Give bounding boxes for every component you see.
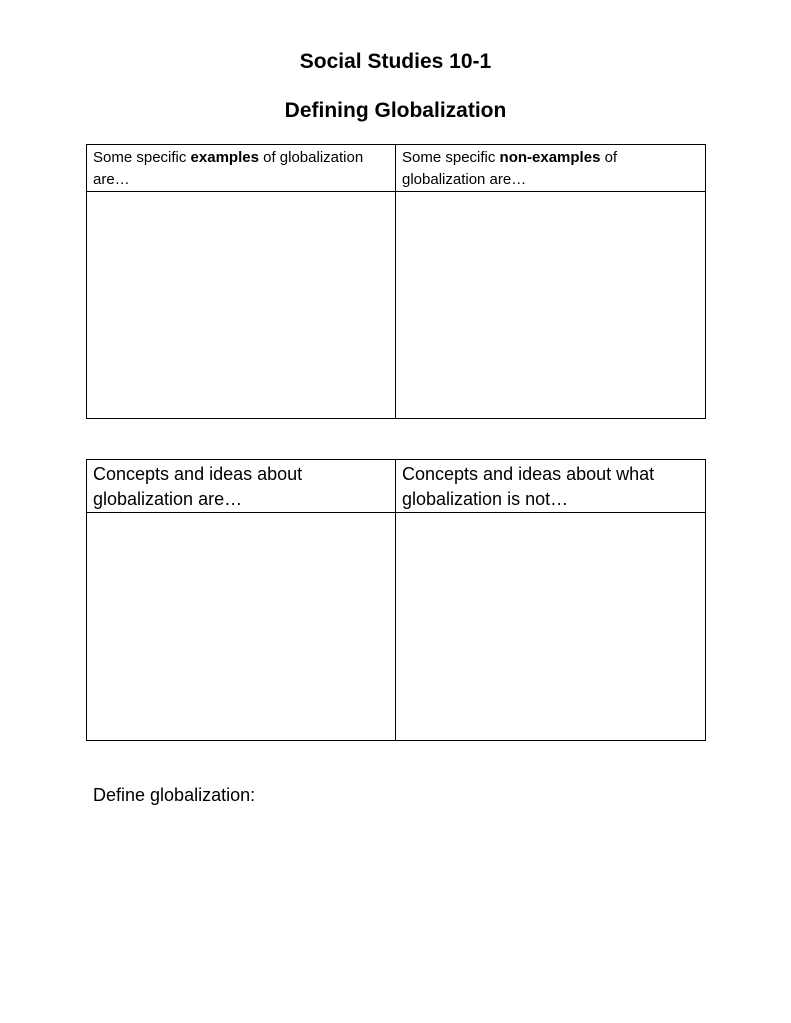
course-title: Social Studies 10-1 [299, 50, 492, 73]
non-examples-header-emphasis: non-examples [499, 149, 601, 166]
worksheet-title: Defining Globalization [284, 99, 507, 122]
concepts-header-cell: Concepts and ideas about globalization are… [87, 460, 396, 513]
concepts-answer-cell[interactable] [87, 513, 396, 741]
examples-table [86, 144, 706, 419]
non-examples-header-text-after: of globalization are… [402, 149, 618, 188]
examples-header-emphasis: examples [190, 149, 259, 166]
define-globalization-prompt: Define globalization: [93, 785, 256, 805]
concepts-table [86, 459, 706, 741]
non-concepts-answer-cell[interactable] [396, 513, 706, 741]
concepts-table-header-row [87, 460, 706, 513]
examples-header-text-before: Some specific [93, 149, 191, 166]
examples-header-cell [87, 145, 396, 192]
non-examples-header-cell [396, 145, 706, 192]
non-concepts-header-cell: Concepts and ideas about what globalization is not… [396, 460, 706, 513]
examples-table-header-row [87, 145, 706, 192]
non-examples-header-text-before: Some specific [402, 149, 500, 166]
concepts-table-answer-row [87, 513, 706, 741]
examples-table-answer-row [87, 192, 706, 419]
examples-answer-cell[interactable] [87, 192, 396, 419]
examples-header-text-after: of globalization are… [93, 149, 364, 188]
non-examples-answer-cell[interactable] [396, 192, 706, 419]
